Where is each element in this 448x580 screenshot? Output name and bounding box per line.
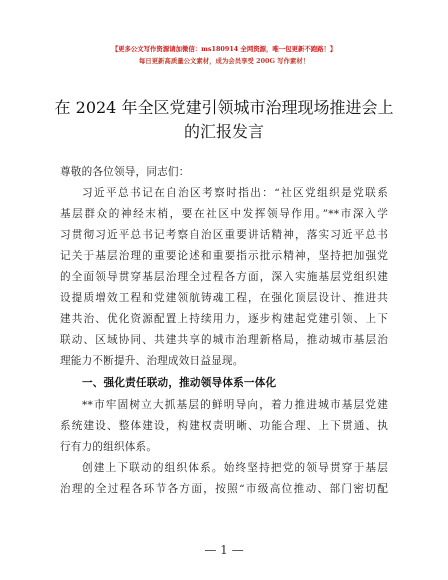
section-body-line: **市牢固树立大抓基层的鲜明导向，着力推进城市基层党建 (82, 399, 388, 411)
body-line: 习近平总书记在自治区考察时指出：“社区党组织是党联系 (82, 187, 388, 199)
document-title-line-1: 在 2024 年全区党建引领城市治理现场推进会上 (54, 98, 394, 117)
body-line: 的全面领导贯穿基层治理全过程各方面，深入实施基层党组织建 (60, 271, 388, 283)
salutation: 尊敬的各位领导，同志们： (60, 166, 190, 178)
page-number: — 1 — (204, 543, 244, 557)
section-heading: 一、强化责任联动，推动领导体系一体化 (82, 377, 277, 389)
body-line: 理能力不断提升、治理成效日益显现。 (60, 355, 244, 367)
body-line: 记关于基层治理的重要论述和重要指示批示精神，坚持把加强党 (60, 250, 388, 262)
body-line: 设提质增效工程和党建领航铸魂工程，在强化顶层设计、推进共 (60, 292, 388, 304)
body-line: 习贯彻习近平总书记考察自治区重要讲话精神，落实习近平总书 (60, 229, 388, 241)
section-body-line: 行有力的组织体系。 (60, 441, 158, 453)
body-line: 基层群众的神经末梢，要在社区中发挥领导作用。”**市深入学 (60, 208, 388, 220)
body-line: 联动、区域协同、共建共享的城市治理新格局，推动城市基层治 (60, 334, 388, 346)
section-body-line: 系统建设、整体建设，构建权责明晰、功能合理、上下贯通、执 (60, 420, 388, 432)
document-title-line-2: 的汇报发言 (183, 122, 264, 141)
promo-banner-line-1: 【更多公文写作资源请加微信：ms180914 全网资源，唯一包更新不跑路！】 (111, 45, 337, 53)
promo-banner-line-2: 每日更新高质量公文素材，成为会员享受 200G 写作素材！ (138, 57, 310, 65)
section-body-line: 创建上下联动的组织体系。始终坚持把党的领导贯穿于基层 (82, 462, 388, 474)
body-line: 建共治、优化资源配置上持续用力，逐步构建起党建引领、上下 (60, 313, 388, 325)
section-body-line: 治理的全过程各环节各方面，按照“市级高位推动、部门密切配 (60, 483, 388, 495)
